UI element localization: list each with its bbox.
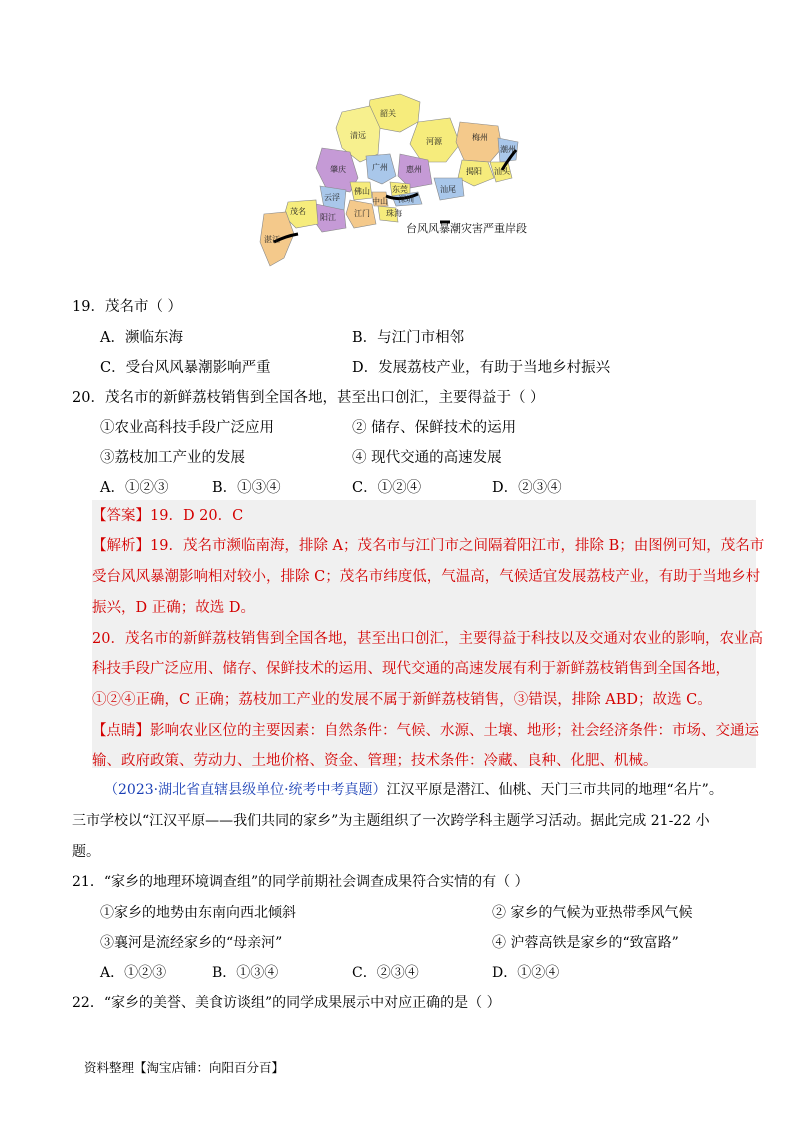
q19-option-c: C．受台风风暴潮影响严重: [100, 360, 271, 376]
map-label-shanwei: 汕尾: [440, 185, 456, 194]
q20-statement-3: ③荔枝加工产业的发展: [100, 450, 245, 466]
analysis-line-6: ①②④正确，C 正确；荔枝加工产业的发展不属于新鲜荔枝销售，③错误，排除 ABD；故选 C。: [92, 692, 712, 708]
map-label-shantou: 汕头: [494, 167, 510, 176]
q21-statement-2: ② 家乡的气候为亚热带季风气候: [492, 905, 693, 921]
map-label-zhaoqing: 肇庆: [330, 165, 346, 174]
analysis-line-5: 科技手段广泛应用、储存、保鲜技术的运用、现代交通的高速发展有利于新鲜荔枝销售到全国各地，: [92, 661, 730, 677]
q21-option-b: B．①③④: [212, 965, 279, 981]
answer-line: 【答案】19．D 20．C: [92, 508, 244, 524]
map-label-qingyuan: 清远: [350, 131, 366, 140]
analysis-line-1: 【解析】19．茂名市濒临南海，排除 A；茂名市与江门市之间隔着阳江市，排除 B；由图例可知，茂名市: [92, 538, 765, 554]
q19-stem: 19．茂名市（ ）: [72, 299, 183, 315]
map-label-foshan: 佛山: [354, 187, 370, 196]
q21-statement-1: ①家乡的地势由东南向西北倾斜: [100, 905, 296, 921]
q21-stem: 21．“家乡的地理环境调查组”的同学前期社会调查成果符合实情的有（ ）: [72, 874, 529, 890]
map-label-jieyang: 揭阳: [466, 167, 482, 176]
intro-line-1: [104, 779, 723, 799]
map-label-zhanjiang: 湛江: [264, 235, 280, 244]
q20-statement-4: ④ 现代交通的高速发展: [352, 450, 502, 466]
analysis-line-2: 受台风风暴潮影响相对较小，排除 C；茂名市纬度低，气温高，气候适宜发展荔枝产业，有助于当地乡村: [92, 569, 761, 585]
map-label-zhuhai: 珠海: [386, 209, 402, 218]
q19-option-a: A．濒临东海: [100, 330, 183, 346]
intro-line-3: 题。: [72, 844, 100, 860]
q19-option-d: D．发展荔枝产业，有助于当地乡村振兴: [352, 360, 611, 376]
q21-option-d: D．①②④: [492, 965, 560, 981]
map-label-jiangmen: 江门: [354, 209, 370, 218]
analysis-line-4: 20．茂名市的新鲜荔枝销售到全国各地，甚至出口创汇，主要得益于科技以及交通对农业的影响，农业高: [92, 631, 763, 647]
q20-statement-1: ①农业高科技手段广泛应用: [100, 420, 274, 436]
map-label-meizhou: 梅州: [472, 133, 488, 142]
intro-text-1: 江汉平原是潜江、仙桃、天门三市共同的地理“名片”。: [386, 782, 723, 798]
q21-option-a: A．①②③: [100, 965, 167, 981]
tip-line-2: 输、政府政策、劳动力、土地价格、资金、管理；技术条件：冷藏、良种、化肥、机械。: [92, 753, 658, 769]
map-label-dongguan: 东莞: [392, 185, 408, 194]
q20-option-b: B．①③④: [212, 480, 281, 496]
analysis-line-3: 振兴，D 正确；故选 D。: [92, 600, 255, 616]
map-label-shaoguan: 韶关: [380, 109, 396, 118]
map-label-huizhou: 惠州: [406, 165, 422, 174]
q20-stem: 20．茂名市的新鲜荔枝销售到全国各地，甚至出口创汇，主要得益于（ ）: [72, 390, 545, 406]
page-footer: 资料整理【淘宝店铺：向阳百分百】: [84, 1060, 285, 1075]
map-label-zhongshan: 中山: [372, 197, 388, 206]
tip-line-1: 【点睛】影响农业区位的主要因素：自然条件：气候、水源、土壤、地形；社会经济条件：市场、交通运: [92, 723, 759, 739]
q20-option-c: C．①②④: [352, 480, 422, 496]
map-label-yangjiang: 阳江: [320, 213, 336, 222]
map-label-chaozhou: 潮州: [500, 145, 516, 154]
map-label-maoming: 茂名: [290, 207, 306, 216]
q21-statement-4: ④ 沪蓉高铁是家乡的“致富路”: [492, 935, 679, 951]
intro-source: （2023·湖北省直辖县级单位·统考中考真题）: [104, 782, 387, 798]
q20-option-a: A．①②③: [100, 480, 169, 496]
map-label-guangzhou: 广州: [372, 163, 388, 172]
q20-option-d: D．②③④: [492, 480, 562, 496]
q19-option-b: B．与江门市相邻: [352, 330, 465, 346]
guangdong-map: [250, 92, 560, 272]
map-label-heyuan: 河源: [426, 137, 442, 146]
map-label-shenzhen: 深圳: [398, 195, 414, 204]
region-meizhou: [456, 122, 502, 162]
map-legend: 台风风暴潮灾害严重岸段: [406, 222, 527, 235]
map-label-yunfu: 云浮: [324, 193, 340, 202]
q22-stem: 22．“家乡的美誉、美食访谈组”的同学成果展示中对应正确的是（ ）: [72, 995, 501, 1011]
guangdong-map-svg: [250, 92, 560, 272]
q21-statement-3: ③襄河是流经家乡的“母亲河”: [100, 935, 283, 951]
q20-statement-2: ② 储存、保鲜技术的运用: [352, 420, 517, 436]
q21-option-c: C．②③④: [352, 965, 419, 981]
intro-line-2: 三市学校以“江汉平原——我们共同的家乡”为主题组织了一次跨学科主题学习活动。据此完成 21-22 小: [72, 813, 710, 829]
